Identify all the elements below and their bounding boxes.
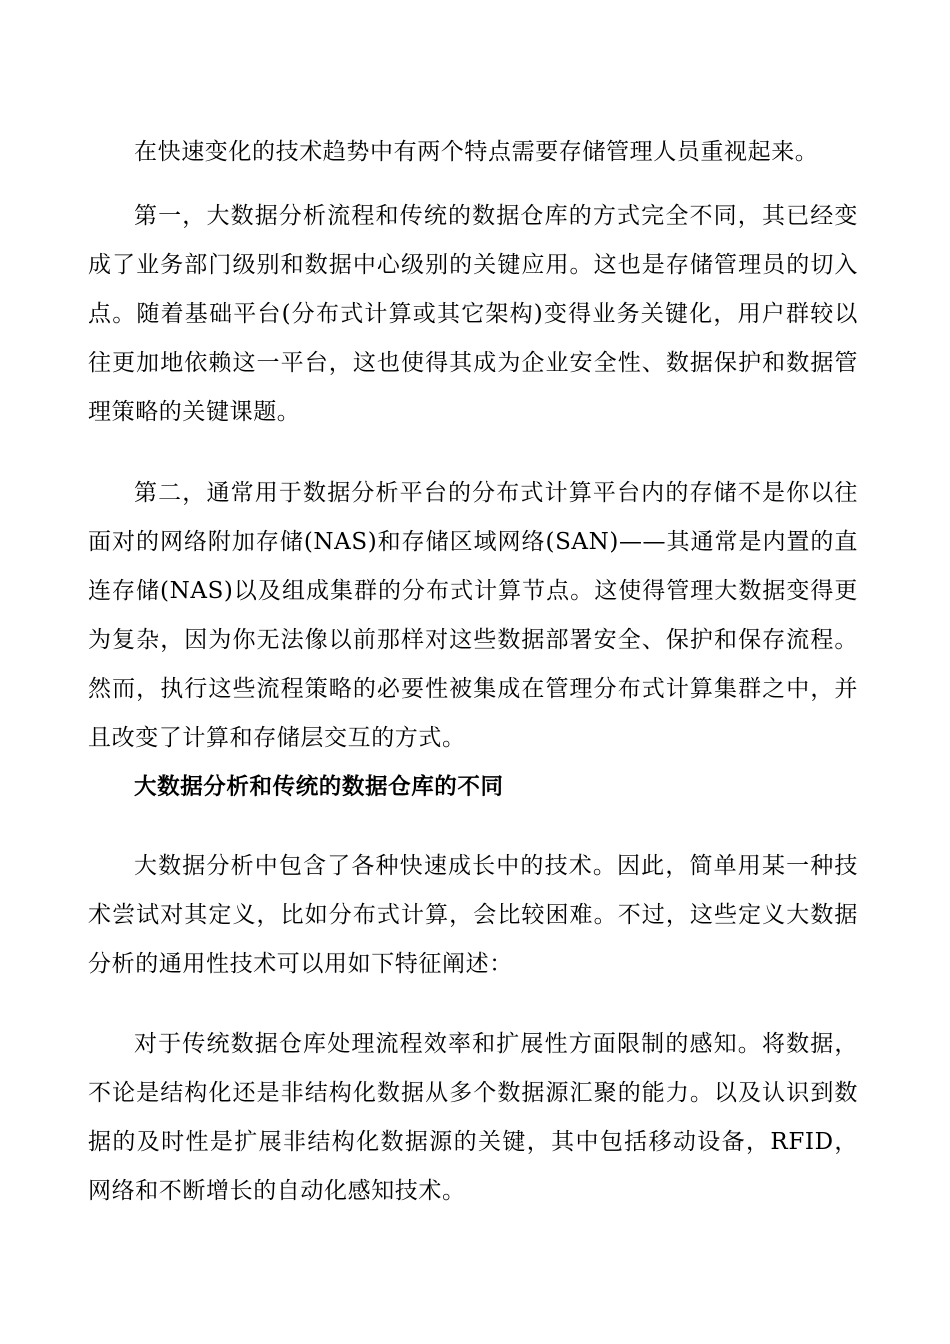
paragraph-second-point: 第二，通常用于数据分析平台的分布式计算平台内的存储不是你以往面对的网络附加存储(NAS)和存储区域网络(SAN)——其通常是内置的直连存储(NAS)以及组成集群的分布式计算节点。这使得管理大数据变得更为复杂，因为你无法像以前那样对这些数据部署安全、保护和保存流程。然而，执行这些流程策略的必要性被集成在管理分布式计算集群之中，并且改变了计算和存储层交互的方式。 xyxy=(88,480,858,751)
document-body xyxy=(88,128,858,1216)
paragraph-definition: 大数据分析中包含了各种快速成长中的技术。因此，简单用某一种技术尝试对其定义，比如分布式计算，会比较困难。不过，这些定义大数据分析的通用性技术可以用如下特征阐述： xyxy=(88,853,858,977)
paragraph-first-point: 第一，大数据分析流程和传统的数据仓库的方式完全不同，其已经变成了业务部门级别和数据中心级别的关键应用。这也是存储管理员的切入点。随着基础平台(分布式计算或其它架构)变得业务关键化，用户群较以往更加地依赖这一平台，这也使得其成为企业安全性、数据保护和数据管理策略的关键课题。 xyxy=(88,203,858,425)
paragraph-intro: 在快速变化的技术趋势中有两个特点需要存储管理人员重视起来。 xyxy=(134,139,819,165)
paragraph-characteristics: 对于传统数据仓库处理流程效率和扩展性方面限制的感知。将数据，不论是结构化还是非结构化数据从多个数据源汇聚的能力。以及认识到数据的及时性是扩展非结构化数据源的关键，其中包括移动设备，RFID，网络和不断增长的自动化感知技术。 xyxy=(88,1031,858,1204)
section-heading: 大数据分析和传统的数据仓库的不同 xyxy=(134,774,504,800)
